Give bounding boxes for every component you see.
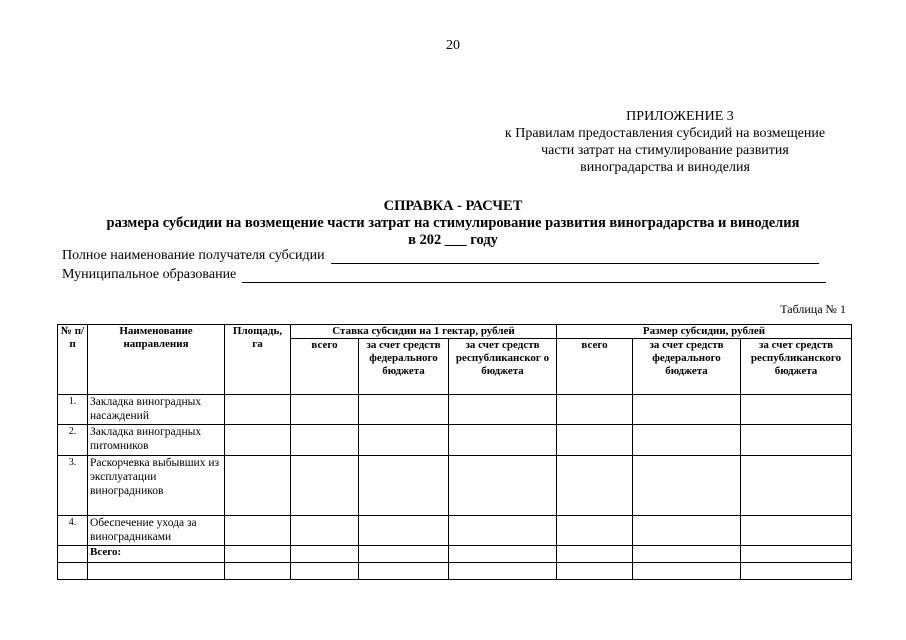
cell-area[interactable] bbox=[225, 516, 291, 546]
cell-size-republic[interactable] bbox=[741, 395, 852, 425]
cell-size-federal[interactable] bbox=[633, 516, 741, 546]
cell-rate-federal[interactable] bbox=[359, 456, 449, 516]
appendix-line: части затрат на стимулирование развития bbox=[541, 143, 789, 158]
title-line-1: СПРАВКА - РАСЧЕТ bbox=[383, 198, 523, 214]
recipient-label: Полное наименование получателя субсидии bbox=[62, 248, 325, 263]
header-size-federal: за счет средств федерального бюджета bbox=[633, 339, 741, 395]
cell-rate-total[interactable] bbox=[291, 425, 359, 456]
empty-cell[interactable] bbox=[741, 563, 852, 580]
empty-cell[interactable] bbox=[58, 563, 88, 580]
cell-size-republic[interactable] bbox=[741, 425, 852, 456]
appendix-line: к Правилам предоставления субсидий на возмещение bbox=[504, 126, 826, 141]
subsidy-table bbox=[57, 324, 852, 580]
cell-rate-total[interactable] bbox=[291, 395, 359, 425]
total-num-cell bbox=[58, 546, 88, 563]
row-name: Раскорчевка выбывших из эксплуатации виноградников bbox=[88, 456, 225, 516]
row-num: 4. bbox=[58, 516, 88, 546]
document-title bbox=[60, 198, 846, 249]
cell-area[interactable] bbox=[225, 395, 291, 425]
cell-rate-republic[interactable] bbox=[449, 395, 557, 425]
empty-cell[interactable] bbox=[633, 563, 741, 580]
cell-rate-republic[interactable] bbox=[449, 516, 557, 546]
cell-size-federal[interactable] bbox=[633, 425, 741, 456]
row-name: Закладка виноградных насаждений bbox=[88, 395, 225, 425]
municipality-label: Муниципальное образование bbox=[62, 267, 237, 282]
cell-area[interactable] bbox=[225, 425, 291, 456]
cell-area[interactable] bbox=[225, 456, 291, 516]
header-size-total: всего bbox=[557, 339, 633, 395]
cell-rate-federal-sum[interactable] bbox=[359, 546, 449, 563]
total-row bbox=[58, 546, 852, 563]
cell-rate-total[interactable] bbox=[291, 456, 359, 516]
empty-cell[interactable] bbox=[291, 563, 359, 580]
header-name: Наименование направления bbox=[88, 325, 225, 395]
cell-size-republic[interactable] bbox=[741, 456, 852, 516]
header-rate-federal: за счет средств федерального бюджета bbox=[359, 339, 449, 395]
page-number: 20 bbox=[446, 38, 460, 53]
cell-size-total-sum[interactable] bbox=[557, 546, 633, 563]
municipality-blank-line[interactable] bbox=[242, 270, 826, 283]
appendix-block bbox=[470, 108, 860, 176]
header-size-group: Размер субсидии, рублей bbox=[557, 325, 852, 339]
header-rate-republic: за счет средств республиканског о бюджета bbox=[449, 339, 557, 395]
recipient-field bbox=[62, 248, 819, 264]
cell-size-republic[interactable] bbox=[741, 516, 852, 546]
empty-cell[interactable] bbox=[557, 563, 633, 580]
table-row bbox=[58, 395, 852, 425]
cell-size-total[interactable] bbox=[557, 516, 633, 546]
cell-size-total[interactable] bbox=[557, 425, 633, 456]
row-num: 2. bbox=[58, 425, 88, 456]
recipient-blank-line[interactable] bbox=[331, 251, 819, 264]
empty-cell[interactable] bbox=[88, 563, 225, 580]
cell-size-republic-sum[interactable] bbox=[741, 546, 852, 563]
table-caption: Таблица № 1 bbox=[780, 302, 846, 316]
row-num: 1. bbox=[58, 395, 88, 425]
cell-rate-federal[interactable] bbox=[359, 425, 449, 456]
total-label: Всего: bbox=[88, 546, 225, 563]
cell-rate-federal[interactable] bbox=[359, 395, 449, 425]
cell-rate-republic[interactable] bbox=[449, 425, 557, 456]
cell-rate-republic-sum[interactable] bbox=[449, 546, 557, 563]
cell-area-total[interactable] bbox=[225, 546, 291, 563]
header-rate-group: Ставка субсидии на 1 гектар, рублей bbox=[291, 325, 557, 339]
title-line-2: размера субсидии на возмещение части затрат на стимулирование развития виноградарства и виноделия bbox=[106, 215, 800, 231]
cell-size-federal[interactable] bbox=[633, 456, 741, 516]
cell-rate-total[interactable] bbox=[291, 516, 359, 546]
row-num: 3. bbox=[58, 456, 88, 516]
cell-size-total[interactable] bbox=[557, 395, 633, 425]
cell-rate-total-sum[interactable] bbox=[291, 546, 359, 563]
empty-cell[interactable] bbox=[225, 563, 291, 580]
empty-row bbox=[58, 563, 852, 580]
row-name: Закладка виноградных питомников bbox=[88, 425, 225, 456]
header-area: Площадь, га bbox=[225, 325, 291, 395]
cell-rate-federal[interactable] bbox=[359, 516, 449, 546]
table-row bbox=[58, 516, 852, 546]
appendix-line: виноградарства и виноделия bbox=[580, 160, 750, 175]
cell-size-total[interactable] bbox=[557, 456, 633, 516]
header-size-republic: за счет средств республиканского бюджета bbox=[741, 339, 852, 395]
empty-cell[interactable] bbox=[449, 563, 557, 580]
cell-rate-republic[interactable] bbox=[449, 456, 557, 516]
header-rate-total: всего bbox=[291, 339, 359, 395]
title-line-3: в 202 ___ году bbox=[408, 232, 498, 248]
table-row bbox=[58, 425, 852, 456]
appendix-heading: ПРИЛОЖЕНИЕ 3 bbox=[626, 109, 734, 124]
cell-size-federal-sum[interactable] bbox=[633, 546, 741, 563]
empty-cell[interactable] bbox=[359, 563, 449, 580]
table-row bbox=[58, 456, 852, 516]
cell-size-federal[interactable] bbox=[633, 395, 741, 425]
municipality-field bbox=[62, 267, 826, 283]
row-name: Обеспечение ухода за виноградниками bbox=[88, 516, 225, 546]
header-num: № п/п bbox=[58, 325, 88, 395]
